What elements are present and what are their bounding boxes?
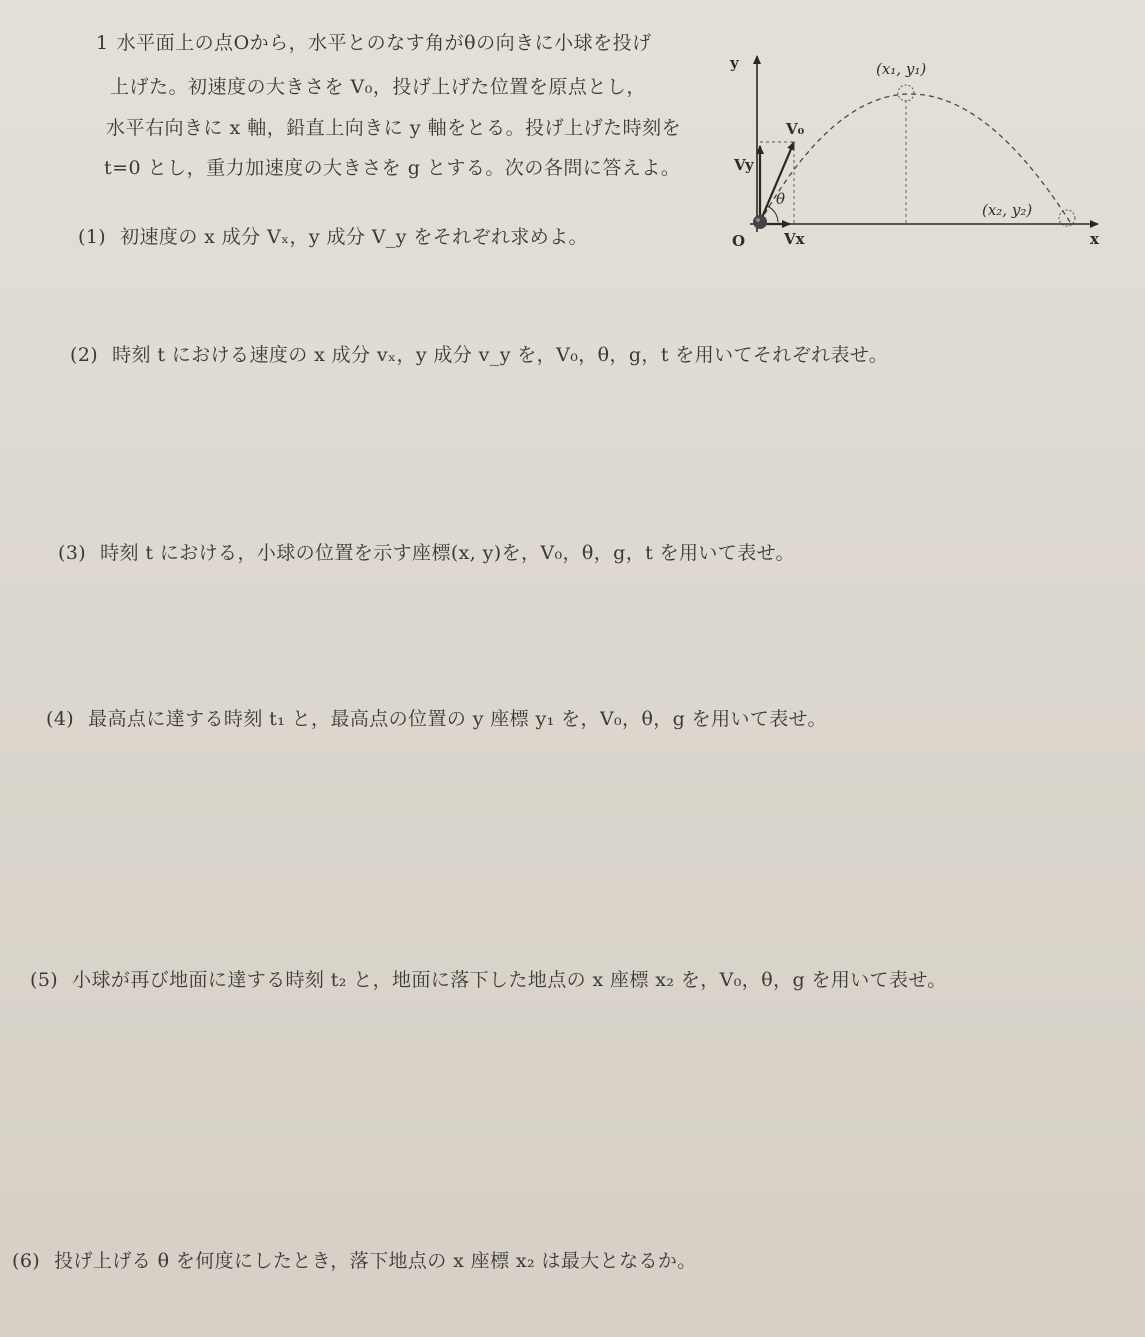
ball-icon xyxy=(753,215,767,229)
question-text: 最高点に達する時刻 t₁ と，最高点の位置の y 座標 y₁ を，V₀，θ，g を用いて表せ。 xyxy=(88,708,827,730)
vy-label: Vy xyxy=(734,156,754,174)
question-text: 初速度の x 成分 Vₓ，y 成分 V_y をそれぞれ求めよ。 xyxy=(120,226,588,248)
vx-label: Vx xyxy=(784,230,805,248)
y-axis-label: y xyxy=(730,54,739,72)
problem-intro-line-4: t=0 とし，重力加速度の大きさを g とする。次の各問に答えよ。 xyxy=(104,157,681,179)
question-1 xyxy=(78,222,588,249)
question-3 xyxy=(58,538,795,565)
problem-number: 1 xyxy=(96,32,109,54)
question-text: 投げ上げる θ を何度にしたとき，落下地点の x 座標 x₂ は最大となるか。 xyxy=(54,1250,697,1272)
v0-label: V₀ xyxy=(786,120,805,138)
question-4 xyxy=(46,704,827,731)
peak-ball xyxy=(898,85,914,101)
problem-intro-line-2: 上げた。初速度の大きさを V₀，投げ上げた位置を原点とし， xyxy=(110,76,646,98)
problem-intro-line-3: 水平右向きに x 軸，鉛直上向きに y 軸をとる。投げ上げた時刻を xyxy=(106,117,682,139)
landing-label: (x₂, y₂) xyxy=(982,201,1033,219)
angle-arc xyxy=(767,206,778,222)
question-number: (3) xyxy=(58,542,87,564)
question-number: (4) xyxy=(46,708,75,730)
question-number: (2) xyxy=(70,344,99,366)
question-2 xyxy=(70,340,888,367)
question-text: 小球が再び地面に達する時刻 t₂ と，地面に落下した地点の x 座標 x₂ を，V₀，θ，g を用いて表せ。 xyxy=(72,969,947,991)
projectile-diagram xyxy=(720,40,1120,260)
origin-label: O xyxy=(732,232,746,250)
question-text: 時刻 t における速度の x 成分 vₓ，y 成分 v_y を，V₀，θ，g，t を用いてそれぞれ表せ。 xyxy=(112,344,889,366)
theta-label: θ xyxy=(776,190,786,208)
v0-vector xyxy=(760,142,794,222)
question-number: (1) xyxy=(78,226,107,248)
question-number: (5) xyxy=(30,969,59,991)
question-text: 時刻 t における，小球の位置を示す座標(x, y)を，V₀，θ，g，t を用いて表せ。 xyxy=(100,542,795,564)
peak-label: (x₁, y₁) xyxy=(876,60,927,78)
problem-intro-line-1: 1 水平面上の点Oから，水平とのなす角がθの向きに小球を投げ xyxy=(96,32,652,54)
x-axis-label: x xyxy=(1090,230,1099,248)
question-6 xyxy=(12,1246,697,1273)
question-number: (6) xyxy=(12,1250,41,1272)
question-5 xyxy=(30,965,947,992)
ball-highlight xyxy=(756,218,760,222)
